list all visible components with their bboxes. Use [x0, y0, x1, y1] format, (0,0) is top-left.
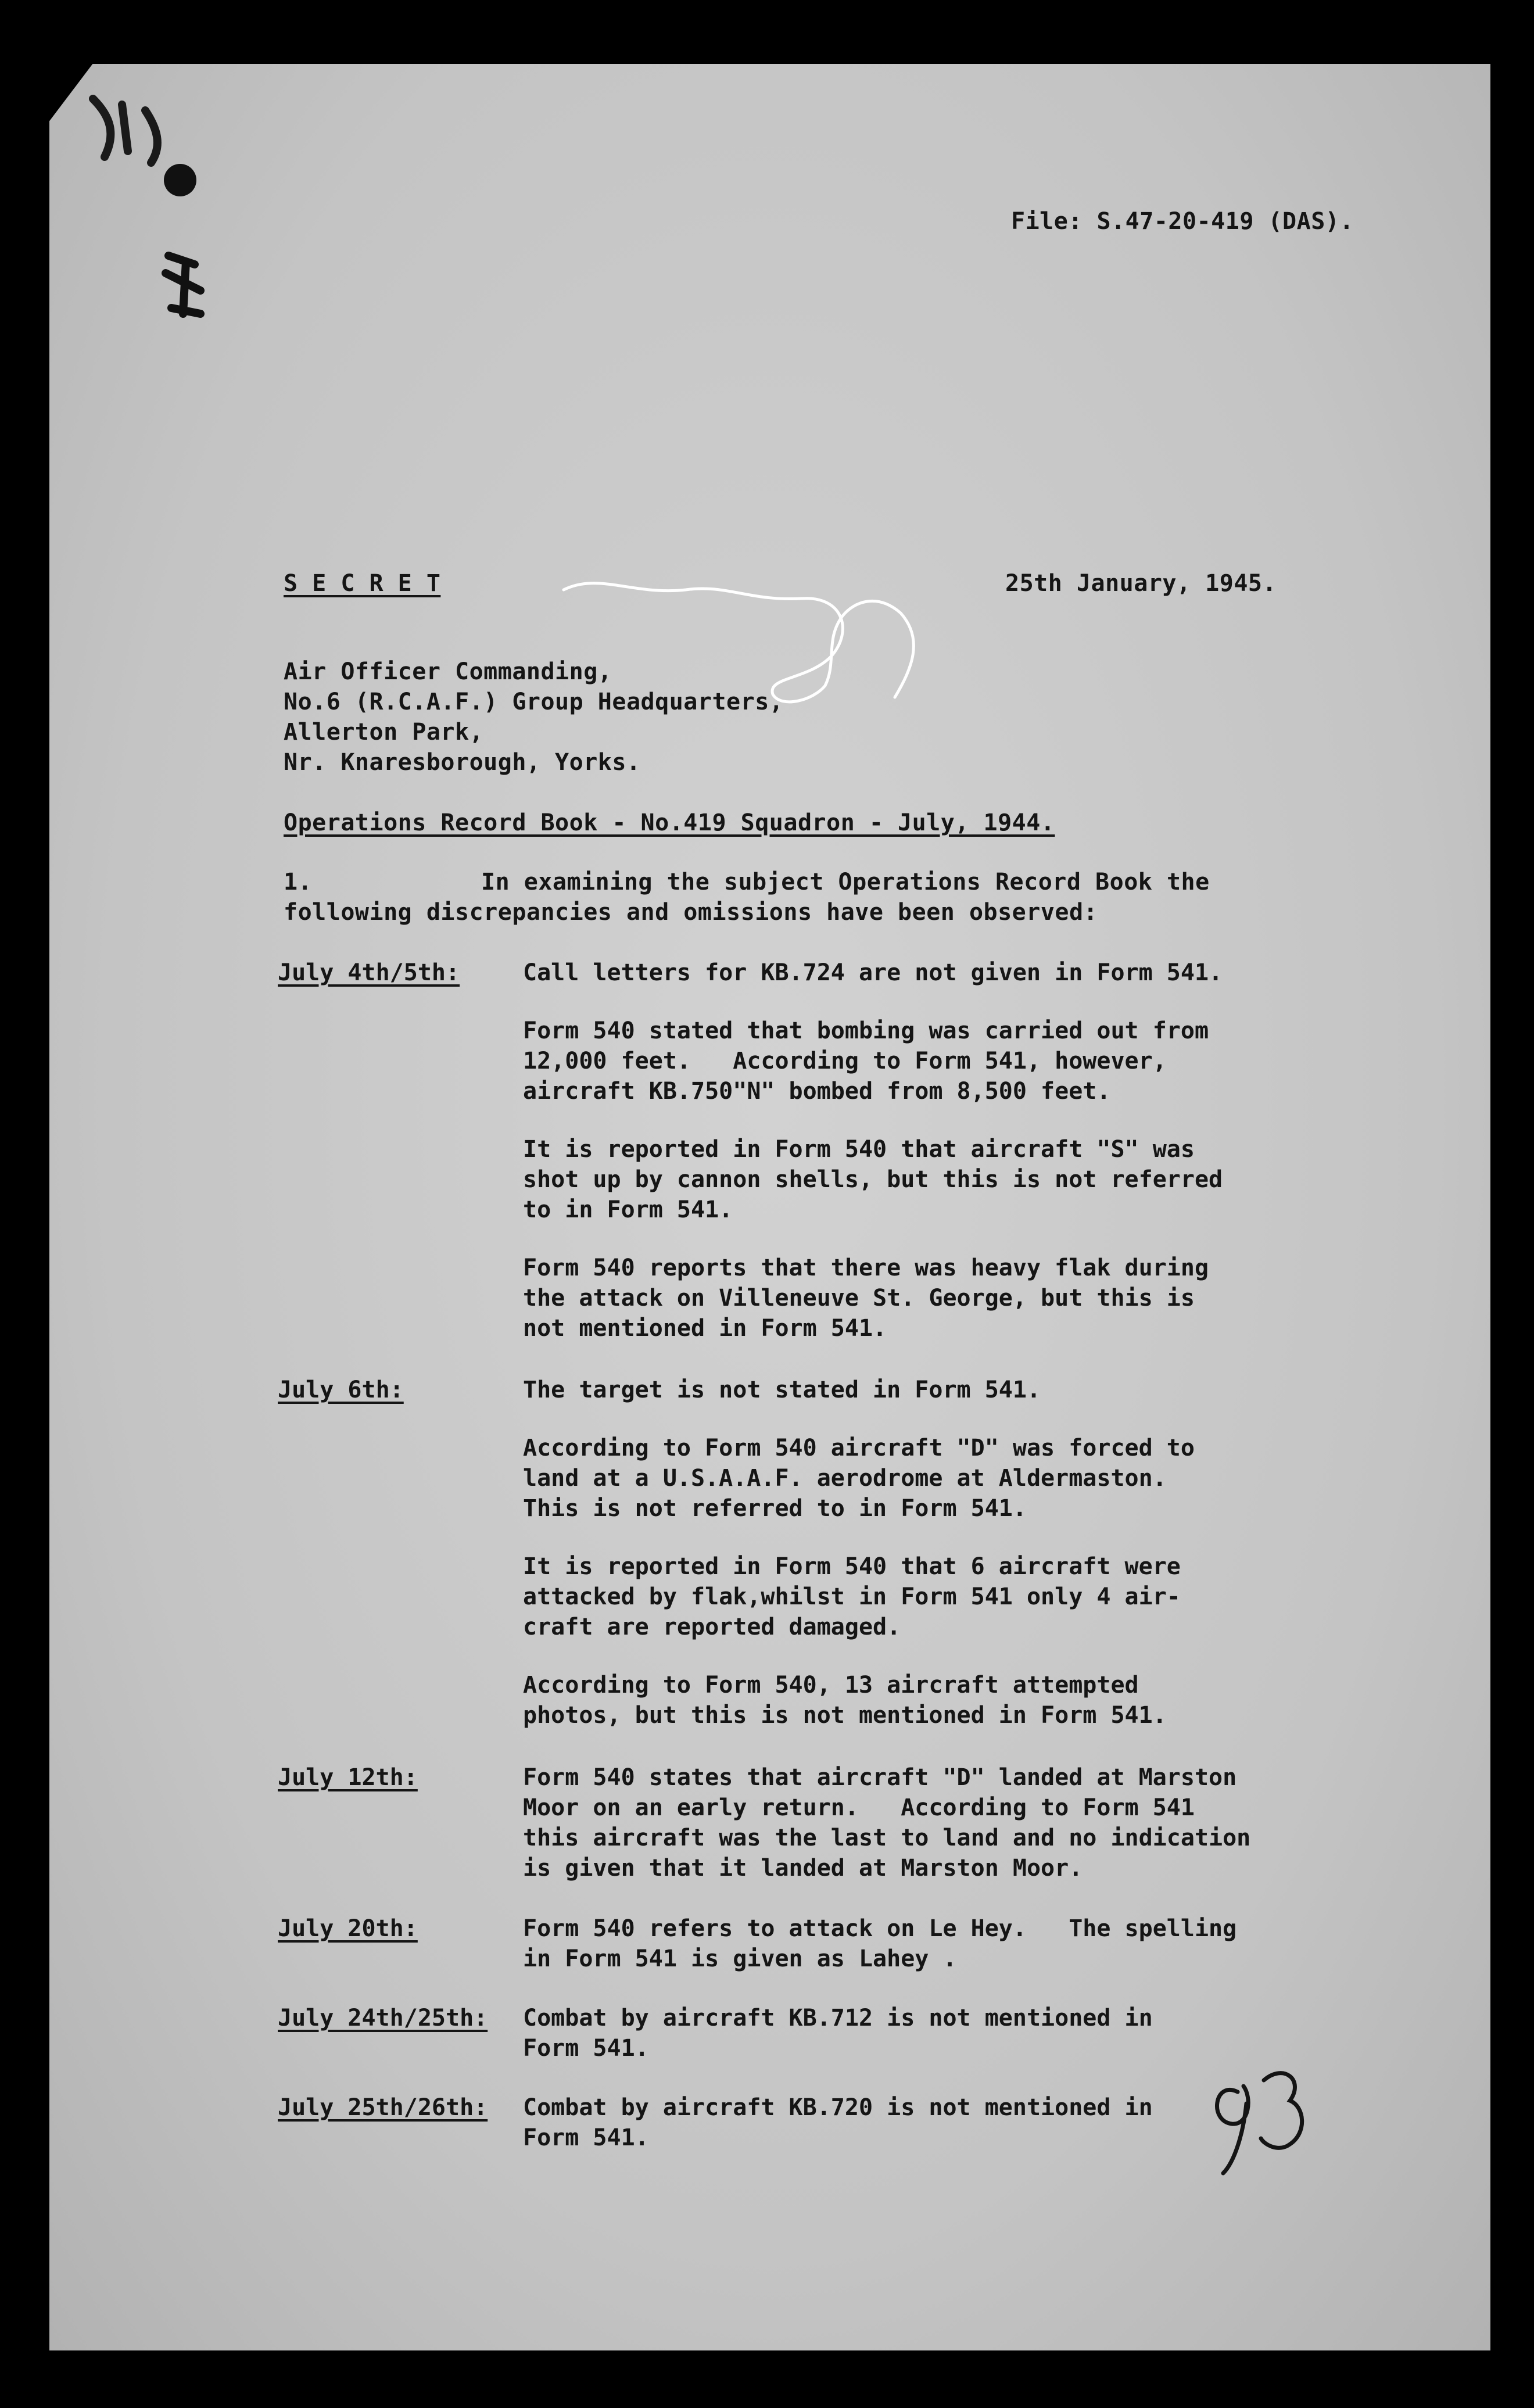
entry-date: July 20th: [278, 1915, 418, 1942]
entry-text-line: shot up by cannon shells, but this is not referred [523, 1166, 1223, 1193]
addressee-line: Nr. Knaresborough, Yorks. [284, 749, 641, 776]
addressee-line: Allerton Park, [284, 719, 484, 746]
subject-line: Operations Record Book - No.419 Squadron - July, 1944. [284, 809, 1055, 836]
entry-text-line: photos, but this is not mentioned in Form 541. [523, 1702, 1167, 1729]
entry-text-line: attacked by flak,whilst in Form 541 only 4 air- [523, 1583, 1181, 1610]
entry-text-line: Form 541. [523, 2035, 649, 2062]
entry-date: July 6th: [278, 1377, 404, 1403]
entry-text-line: aircraft KB.750"N" bombed from 8,500 feet. [523, 1078, 1111, 1105]
entry-text-line: Call letters for KB.724 are not given in Form 541. [523, 959, 1223, 986]
entry-text-line: According to Form 540 aircraft "D" was forced to [523, 1435, 1195, 1461]
entry-text-line: Form 540 refers to attack on Le Hey. The spelling [523, 1915, 1237, 1942]
entry-text-line: It is reported in Form 540 that aircraft "S" was [523, 1136, 1195, 1163]
entry-date: July 4th/5th: [278, 959, 460, 986]
handwritten-page-number [1203, 2057, 1319, 2185]
corner-handwritten-marks [70, 64, 221, 366]
paragraph-number: 1. [284, 869, 313, 895]
entry-text-line: Moor on an early return. According to Form 541 [523, 1794, 1195, 1821]
entry-text-line: It is reported in Form 540 that 6 aircraft were [523, 1553, 1181, 1580]
entry-text-line: land at a U.S.A.A.F. aerodrome at Aldermaston. [523, 1465, 1167, 1492]
entry-text-line: According to Form 540, 13 aircraft attempted [523, 1672, 1139, 1698]
entry-text-line: the attack on Villeneuve St. George, but this is [523, 1285, 1195, 1311]
addressee-line: Air Officer Commanding, [284, 658, 612, 685]
entry-text-line: This is not referred to in Form 541. [523, 1495, 1027, 1522]
addressee-line: No.6 (R.C.A.F.) Group Headquarters, [284, 689, 784, 715]
intro-line: following discrepancies and omissions have been observed: [284, 899, 1098, 926]
entry-text-line: craft are reported damaged. [523, 1614, 901, 1640]
entry-text-line: is given that it landed at Marston Moor. [523, 1855, 1083, 1882]
intro-line: In examining the subject Operations Record Book the [481, 869, 1210, 895]
file-reference: File: S.47-20-419 (DAS). [1011, 208, 1354, 235]
entry-text-line: not mentioned in Form 541. [523, 1315, 887, 1342]
entry-text-line: in Form 541 is given as Lahey . [523, 1945, 957, 1972]
entry-text-line: to in Form 541. [523, 1196, 733, 1223]
entry-text-line: Combat by aircraft KB.712 is not mentioned in [523, 2005, 1153, 2031]
entry-text-line: Form 540 states that aircraft "D" landed at Marston [523, 1764, 1237, 1791]
entry-date: July 12th: [278, 1764, 418, 1791]
entry-date: July 24th/25th: [278, 2005, 488, 2031]
letter-date: 25th January, 1945. [1005, 570, 1277, 597]
entry-text-line: The target is not stated in Form 541. [523, 1377, 1041, 1403]
entry-text-line: this aircraft was the last to land and no indication [523, 1825, 1251, 1851]
classification-heading: S E C R E T [284, 570, 441, 597]
entry-date: July 25th/26th: [278, 2094, 488, 2121]
entry-text-line: Form 540 reports that there was heavy flak during [523, 1255, 1209, 1281]
entry-text-line: Form 540 stated that bombing was carried out from [523, 1017, 1209, 1044]
entry-text-line: Combat by aircraft KB.720 is not mentioned in [523, 2094, 1153, 2121]
entry-text-line: Form 541. [523, 2124, 649, 2151]
entry-text-line: 12,000 feet. According to Form 541, however, [523, 1048, 1167, 1074]
